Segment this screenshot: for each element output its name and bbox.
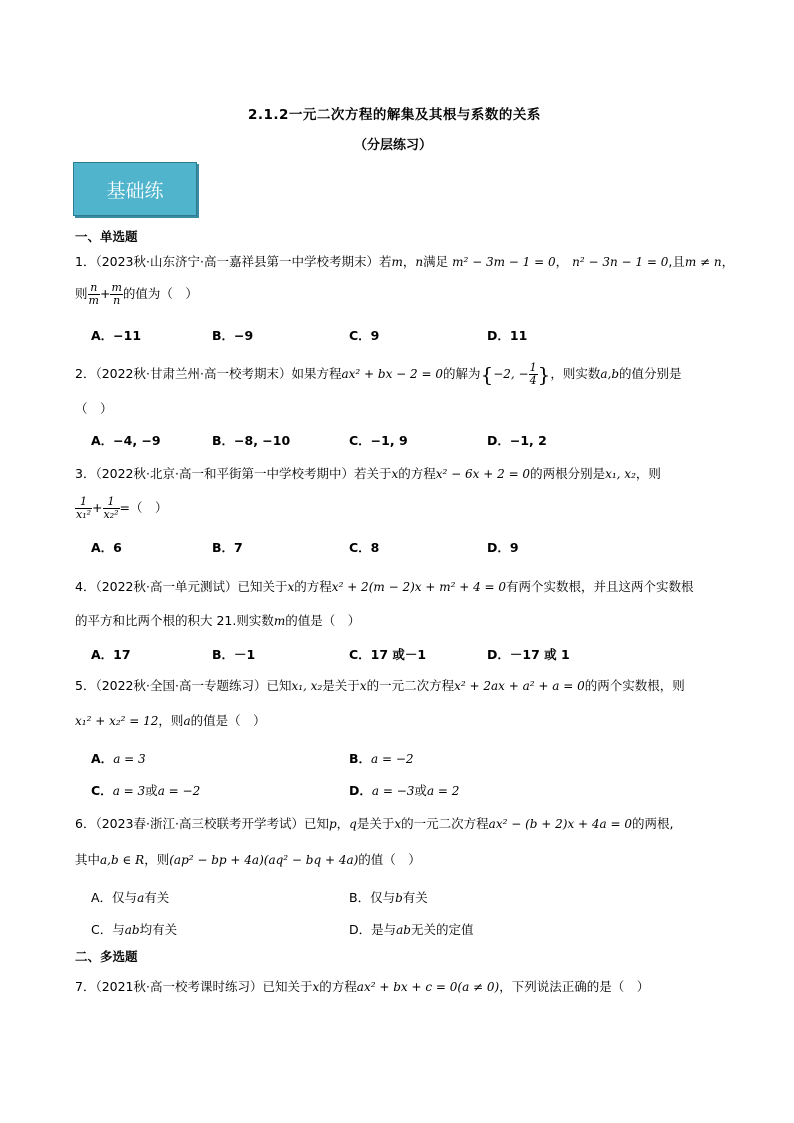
q2-option-b[interactable]: B．−8, −10: [212, 433, 291, 448]
q3-option-b[interactable]: B．7: [212, 540, 243, 555]
option-value-2: a = 2: [426, 784, 460, 798]
text: 的平方和比两个根的积大 21.则实数: [75, 613, 274, 628]
question-7-source: 7．（2021秋·高一校考课时练习）已知关于: [75, 979, 313, 994]
var-p: p: [328, 817, 337, 831]
text: ，则: [158, 713, 184, 728]
text: 的两根,: [632, 816, 674, 831]
fraction-m-over-n: [110, 282, 122, 307]
text: 是关于: [356, 816, 395, 831]
var-m: m: [391, 255, 403, 269]
question-1-line-1: [75, 252, 734, 270]
level-banner: [73, 162, 197, 216]
page-title: 2.1.2一元二次方程的解集及其根与系数的关系: [248, 107, 541, 123]
q5-option-d[interactable]: [349, 781, 459, 799]
q1-option-b[interactable]: B．−9: [212, 328, 254, 343]
equation: ax² − (b + 2)x + 4a = 0: [488, 817, 633, 831]
text: 的值分别是: [619, 366, 682, 381]
option-value: a = −2: [371, 752, 414, 766]
text: 的值为（ ）: [122, 286, 198, 301]
question-5-source: 5．（2022秋·全国·高一专题练习）已知: [75, 678, 292, 693]
question-5-line-1: [75, 676, 685, 694]
q3-option-c[interactable]: C．8: [349, 540, 380, 555]
text: 的方程: [319, 979, 357, 994]
equation: x² + 2(m − 2)x + m² + 4 = 0: [331, 580, 507, 594]
condition: x₁² + x₂² = 12: [75, 714, 159, 728]
section-multiple-choice: 二、多选题: [75, 949, 138, 964]
condition: m ≠ n: [684, 255, 722, 269]
equation: ax² + bx + c = 0(a ≠ 0): [356, 980, 500, 994]
option-letter: C．: [91, 783, 113, 798]
text: 是关于: [322, 678, 360, 693]
q4-option-a[interactable]: A．17: [91, 647, 131, 662]
option-value: a = 3: [112, 784, 146, 798]
option-var: b: [395, 891, 403, 905]
option-var: a: [137, 891, 145, 905]
var-q: q: [349, 817, 357, 831]
var-x: x: [312, 980, 320, 994]
text: 的值（ ）: [358, 852, 421, 867]
text: ，则: [635, 466, 661, 481]
option-text: 有关: [144, 890, 170, 905]
q4-option-c[interactable]: C．17 或－1: [349, 647, 427, 662]
option-text: 有关: [402, 890, 428, 905]
fraction-one-quarter: [529, 362, 538, 387]
brace-close: }: [537, 362, 551, 387]
sep: ，: [721, 254, 735, 269]
equation: ax² + bx − 2 = 0: [341, 367, 443, 381]
sep: ，: [336, 816, 350, 831]
num: 1: [529, 361, 537, 374]
option-or: 或: [145, 783, 158, 798]
section-single-choice: 一、单选题: [75, 229, 138, 244]
num: 1: [103, 496, 120, 509]
text: 的两根分别是: [530, 466, 606, 481]
text: 的方程: [398, 466, 436, 481]
equation: x² − 6x + 2 = 0: [435, 467, 531, 481]
option-var: ab: [124, 923, 140, 937]
option-text: 均有关: [139, 922, 178, 937]
question-6-source: 6．（2023春·浙江·高三校联考开学考试）已知: [75, 816, 329, 831]
q1-option-a[interactable]: A．−11: [91, 328, 142, 343]
q6-option-a[interactable]: [91, 888, 169, 906]
q6-option-b[interactable]: [349, 888, 428, 906]
text: 的一元二次方程: [401, 816, 489, 831]
question-1-source: 1．（2023秋·山东济宁·高一嘉祥县第一中学校考期末）若: [75, 254, 392, 269]
option-text: D．是与: [349, 922, 397, 937]
option-letter: D．: [349, 783, 372, 798]
level-banner-label: 基础练: [106, 179, 164, 202]
text: 的两个实数根，则: [584, 678, 685, 693]
text: 满足: [423, 254, 449, 269]
text: 的一元二次方程: [366, 678, 455, 693]
q5-option-a[interactable]: [91, 749, 146, 767]
var-x: x: [287, 580, 295, 594]
text: ，则: [144, 852, 170, 867]
question-4-line-2: [75, 611, 360, 629]
var-a: a: [183, 714, 191, 728]
fraction-inverse-x1-sq: [75, 496, 92, 521]
text: 的方程: [294, 579, 332, 594]
question-4-source: 4．（2022秋·高一单元测试）已知关于: [75, 579, 288, 594]
var-x: x: [359, 679, 367, 693]
brace-open: {: [480, 362, 494, 387]
equation: x² + 2ax + a² + a = 0: [454, 679, 585, 693]
var-m: m: [273, 614, 286, 628]
question-2-line-2: （ ）: [75, 401, 113, 416]
vars: a,b: [600, 367, 620, 381]
option-value: a = 3: [113, 752, 146, 766]
roots: x₁, x₂: [291, 679, 323, 693]
option-text: 无关的定值: [410, 922, 474, 937]
option-text: C．与: [91, 922, 125, 937]
var-x: x: [394, 817, 402, 831]
q4-option-d[interactable]: D．－17 或 1: [487, 647, 570, 662]
question-2-source: 2．（2022秋·甘肃兰州·高一校考期末）如果方程: [75, 366, 342, 381]
num: m: [111, 281, 122, 294]
option-var: ab: [396, 923, 411, 937]
var-n: n: [415, 255, 424, 269]
text: ，则实数: [550, 366, 601, 381]
den: x₁²: [76, 508, 92, 521]
text: 的值是（ ）: [190, 713, 266, 728]
text: ,且: [668, 254, 685, 269]
q6-option-c[interactable]: [91, 920, 177, 938]
plus: +: [99, 286, 111, 301]
expression: (ap² − bp + 4a)(aq² − bq + 4a): [169, 853, 359, 867]
option-letter: A．: [91, 751, 114, 766]
text: 有两个实数根，并且这两个实数根: [506, 579, 694, 594]
question-7-line-1: [75, 977, 649, 995]
q3-option-a[interactable]: A．6: [91, 540, 122, 555]
question-6-line-2: [75, 850, 421, 868]
condition: a,b ∈ R: [100, 853, 145, 867]
q5-option-c[interactable]: [91, 781, 200, 799]
den: m: [88, 294, 99, 307]
fraction-inverse-x2-sq: [103, 496, 120, 521]
den: 4: [529, 374, 537, 387]
option-text: B．仅与: [349, 890, 396, 905]
question-5-line-2: [75, 711, 266, 729]
equation-2: n² − 3n − 1 = 0: [572, 255, 669, 269]
question-3-line-2: [75, 496, 168, 521]
text: 的解为: [442, 366, 481, 381]
sep: ，: [555, 254, 569, 269]
den: x₂²: [103, 508, 119, 521]
question-1-line-2: [75, 282, 198, 307]
text: ，下列说法正确的是（ ）: [499, 979, 650, 994]
option-letter: B．: [349, 751, 372, 766]
option-or: 或: [414, 783, 427, 798]
question-3-source: 3．（2022秋·北京·高一和平街第一中学校考期中）若关于: [75, 466, 392, 481]
q5-option-b[interactable]: [349, 749, 414, 767]
den: n: [113, 294, 121, 307]
num: n: [88, 282, 100, 295]
sep: ，: [402, 254, 416, 269]
text: 则: [75, 286, 88, 301]
option-value-2: a = −2: [157, 784, 201, 798]
text: =（ ）: [119, 500, 168, 515]
q1-option-c[interactable]: C．9: [349, 328, 380, 343]
question-6-line-1: [75, 814, 674, 832]
q3-option-d[interactable]: D．9: [487, 540, 519, 555]
page-subtitle: （分层练习）: [354, 138, 433, 153]
q2-option-d[interactable]: D．−1, 2: [487, 433, 547, 448]
q1-option-d[interactable]: D．11: [487, 328, 528, 343]
var-x: x: [391, 467, 399, 481]
q2-option-c[interactable]: C．−1, 9: [349, 433, 408, 448]
q6-option-d[interactable]: [349, 920, 474, 938]
option-text: A．仅与: [91, 890, 138, 905]
question-2-line-1: [75, 362, 682, 387]
q2-option-a[interactable]: A．−4, −9: [91, 433, 161, 448]
fraction-n-over-m: [88, 282, 100, 307]
equation-1: m² − 3m − 1 = 0: [452, 255, 556, 269]
option-value: a = −3: [371, 784, 415, 798]
text: 其中: [75, 852, 101, 867]
plus: +: [92, 500, 103, 515]
text: 的值是（ ）: [285, 613, 361, 628]
question-3-line-1: [75, 464, 661, 482]
q4-option-b[interactable]: B．－1: [212, 647, 256, 662]
num: 1: [75, 496, 92, 509]
roots: x₁, x₂: [605, 467, 636, 481]
question-4-line-1: [75, 577, 694, 595]
set-values: −2, −: [493, 367, 529, 381]
